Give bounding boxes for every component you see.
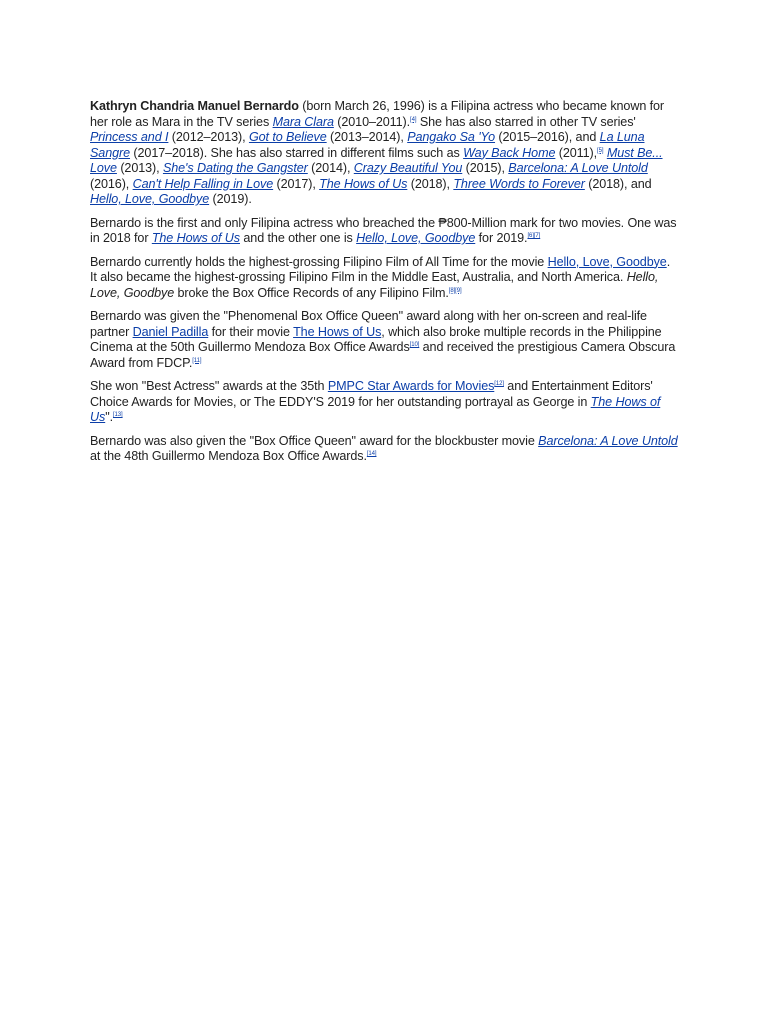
link-barcelona-a-love-untold[interactable]: Barcelona: A Love Untold (538, 433, 678, 448)
subject-name: Kathryn Chandria Manuel Bernardo (90, 99, 299, 113)
citation-10[interactable]: [10] (409, 342, 420, 348)
citation-6-7[interactable]: [6][7] (527, 233, 541, 239)
link-hello-love-goodbye[interactable]: Hello, Love, Goodbye (547, 254, 667, 269)
paragraph-best-actress: She won "Best Actress" awards at the 35th PMPC Star Awards for Movies[12] and Entertainment Editors' Choice Awards for Movies, or The EDDY'S 2019 for her outstanding portrayal as George in The Hows of Us".[13] (90, 379, 661, 424)
paragraph-intro: Kathryn Chandria Manuel Bernardo (born March 26, 1996) is a Filipina actress who became known for her role as Mara in the TV series Mara Clara (2010–2011).[4] She has also starred in other TV series' Princess and I (2012–2013), Got to Believe (2013–2014), Pangako Sa 'Yo (2015–2016), and La Luna Sangre (2017–2018). She has also starred in different films such as Way Back Home (2011),[5] Must Be... Love (2013), She's Dating the Gangster (2014), Crazy Beautiful You (2015), Barcelona: A Love Untold (2016), Can't Help Falling in Love (2017), The Hows of Us (2018), Three Words to Forever (2018), and Hello, Love, Goodbye (2019). (90, 99, 665, 206)
citation-4[interactable]: [4] (410, 116, 417, 123)
paragraph-highest-grossing: Bernardo currently holds the highest-grossing Filipino Film of All Time for the movie Hello, Love, Goodbye. It also became the highest-grossing Filipino Film in the Middle East, Australia, and North America. Hello, Love, Goodbye broke the Box Office Records of any Filipino Film.[8][9] (90, 254, 671, 300)
citation-5[interactable]: [5] (597, 147, 604, 154)
link-the-hows-of-us[interactable]: The Hows of Us (293, 324, 382, 339)
citation-14[interactable]: [14] (366, 451, 377, 457)
link-the-hows-of-us[interactable]: The Hows of Us (319, 176, 408, 191)
link-got-to-believe[interactable]: Got to Believe (248, 130, 327, 144)
link-shes-dating-the-gangster[interactable]: She's Dating the Gangster (162, 161, 308, 175)
article-body (90, 99, 680, 473)
link-hello-love-goodbye[interactable]: Hello, Love, Goodbye (356, 231, 476, 245)
link-daniel-padilla[interactable]: Daniel Padilla (132, 324, 209, 339)
link-barcelona-a-love-untold[interactable]: Barcelona: A Love Untold (508, 161, 648, 175)
link-the-hows-of-us[interactable]: The Hows of Us (151, 231, 240, 245)
link-princess-and-i[interactable]: Princess and I (90, 130, 169, 144)
link-crazy-beautiful-you[interactable]: Crazy Beautiful You (353, 161, 463, 175)
title-hello-love-goodbye: Hello, Love, Goodbye (90, 270, 659, 300)
link-three-words-to-forever[interactable]: Three Words to Forever (453, 176, 585, 191)
citation-8-9[interactable]: [8][9] (448, 287, 462, 294)
link-pmpc-star-awards[interactable]: PMPC Star Awards for Movies (327, 379, 495, 393)
paragraph-records: Bernardo is the first and only Filipina actress who breached the ₱800-Million mark for two movies. One was in 2018 for The Hows of Us and the other one is Hello, Love, Goodbye for 2019.[6][7] (90, 215, 677, 245)
citation-13[interactable]: [13] (112, 412, 123, 418)
link-cant-help-falling-in-love[interactable]: Can't Help Falling in Love (132, 176, 274, 191)
link-hello-love-goodbye[interactable]: Hello, Love, Goodbye (90, 192, 210, 206)
citation-12[interactable]: [12] (494, 381, 504, 387)
link-mara-clara[interactable]: Mara Clara (272, 114, 334, 129)
paragraph-box-office-queen: Bernardo was also given the "Box Office Queen" award for the blockbuster movie Barcelona: A Love Untold at the 48th Guillermo Mendoza Box Office Awards.[14] (90, 433, 678, 463)
link-pangako-sa-yo[interactable]: Pangako Sa 'Yo (407, 130, 496, 144)
link-must-be-love[interactable]: Must Be... Love (90, 145, 663, 175)
citation-11[interactable]: [11] (192, 357, 202, 364)
link-way-back-home[interactable]: Way Back Home (463, 145, 556, 160)
link-la-luna-sangre[interactable]: La Luna Sangre (90, 130, 645, 160)
link-the-hows-of-us[interactable]: The Hows of Us (90, 394, 661, 424)
paragraph-phenomenal-award: Bernardo was given the "Phenomenal Box Office Queen" award along with her on-screen and real-life partner Daniel Padilla for their movie The Hows of Us, which also broke multiple records in the Philippine Cinema at the 50th Guillermo Mendoza Box Office Awards[10] and received the prestigious Camera Obscura Award from FDCP.[11] (90, 309, 676, 370)
